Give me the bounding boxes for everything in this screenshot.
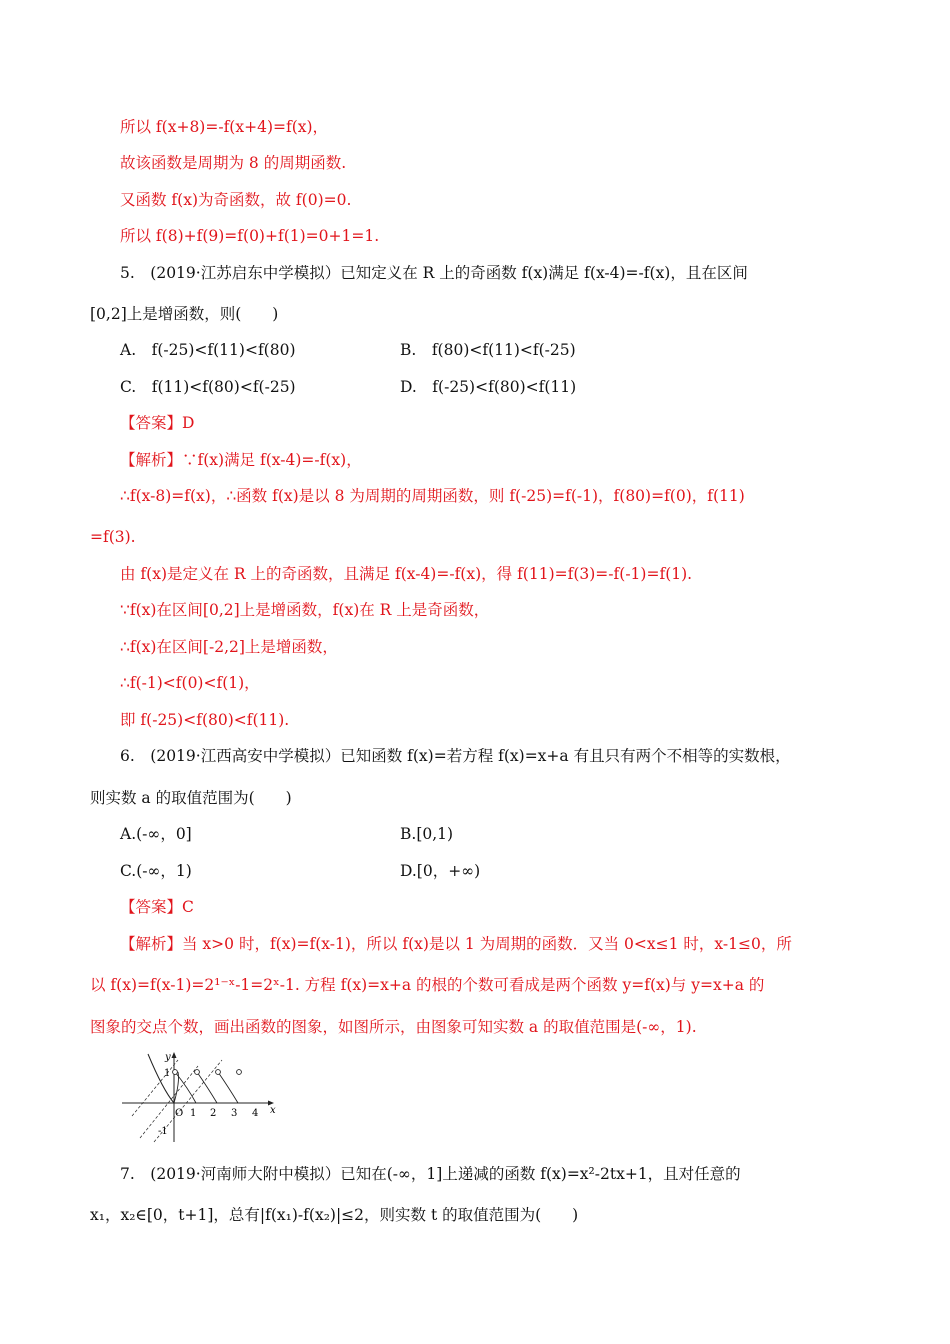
origin-label: O [175,1108,184,1119]
q6-solution-line-2: 以 f(x)=f(x-1)=2¹⁻ˣ-1=2ˣ-1. 方程 f(x)=x+a 的根的个数可看成是两个函数 y=f(x)与 y=x+a 的 [90,976,765,994]
prev-solution-line-1: 所以 f(x+8)=-f(x+4)=f(x)， [120,118,329,136]
curve-period-2 [175,1072,196,1103]
q5-option-a: A. f(-25)<f(11)<f(80) [120,341,296,359]
q6-solution-line-3: 图象的交点个数，画出函数的图象，如图所示，由图象可知实数 a 的取值范围是(-∞，1). [90,1018,697,1036]
q7-stem-line-2: x₁，x₂∈[0，t+1]，总有|f(x₁)-f(x₂)|≤2，则实数 t 的取值范围为( ) [90,1206,579,1224]
q5-option-c: C. f(11)<f(80)<f(-25) [120,378,296,396]
y-axis-arrow [172,1052,177,1058]
open-point-1 [173,1070,178,1075]
prev-solution-line-3: 又函数 f(x)为奇函数，故 f(0)=0. [120,191,352,209]
q5-stem-line-2: [0,2]上是增函数，则( ) [90,305,279,323]
function-graph-figure [118,1050,283,1145]
q5-option-b: B. f(80)<f(11)<f(-25) [400,341,576,359]
prev-solution-line-2: 故该函数是周期为 8 的周期函数. [120,154,347,172]
q5-solution-line-6: ∴f(x)在区间[-2,2]上是增函数， [120,638,338,656]
q5-option-d: D. f(-25)<f(80)<f(11) [400,378,577,396]
y-axis-label: y [165,1052,171,1063]
q6-option-b: B.[0,1) [400,825,454,843]
q6-answer: 【答案】C [120,898,194,916]
q5-solution-line-8: 即 f(-25)<f(80)<f(11). [120,711,290,729]
q5-solution-line-7: ∴f(-1)<f(0)<f(1)， [120,674,260,692]
open-point-4 [237,1070,242,1075]
q6-stem-line-1: 6. (2019·江西高安中学模拟）已知函数 f(x)=若方程 f(x)=x+a 有且只有两个不相等的实数根， [120,747,791,765]
q5-solution-line-1: 【解析】∵f(x)满足 f(x-4)=-f(x)， [120,451,362,469]
open-point-3 [216,1070,221,1075]
q7-stem-line-1: 7. (2019·河南师大附中模拟）已知在(-∞，1]上递减的函数 f(x)=x²-2tx+1，且对任意的 [120,1165,741,1183]
x-tick-label-4: 4 [252,1108,259,1119]
curve-period-1 [174,1072,179,1103]
q5-solution-line-2: ∴f(x-8)=f(x)，∴函数 f(x)是以 8 为周期的周期函数，则 f(-25)=f(-1)，f(80)=f(0)，f(11) [120,487,745,505]
q6-option-c: C.(-∞，1) [120,862,192,880]
q5-solution-line-3: =f(3). [90,528,136,546]
x-tick-label-2: 2 [210,1108,217,1119]
open-point-2 [195,1070,200,1075]
q6-solution-line-1: 【解析】当 x>0 时，f(x)=f(x-1)，所以 f(x)是以 1 为周期的函数．又当 0<x≤1 时，x-1≤0，所 [120,935,792,953]
dashed-line-3 [132,1060,178,1116]
q6-option-d: D.[0，+∞) [400,862,481,880]
q6-stem-line-2: 则实数 a 的取值范围为( ) [90,789,292,807]
curve-period-4 [218,1072,238,1103]
x-axis-label: x [270,1105,276,1116]
curve-period-3 [197,1072,217,1103]
prev-solution-line-4: 所以 f(8)+f(9)=f(0)+f(1)=0+1=1. [120,227,380,245]
y-tick-label-neg: -1 [158,1126,168,1137]
q5-solution-line-4: 由 f(x)是定义在 R 上的奇函数，且满足 f(x-4)=-f(x)，得 f(11)=f(3)=-f(-1)=f(1). [120,565,693,583]
y-tick-label-pos: 1 [164,1068,171,1079]
q5-answer: 【答案】D [120,414,195,432]
q6-option-a: A.(-∞，0] [120,825,192,843]
q5-stem-line-1: 5. (2019·江苏启东中学模拟）已知定义在 R 上的奇函数 f(x)满足 f(x-4)=-f(x)，且在区间 [120,264,748,282]
x-tick-label-3: 3 [231,1108,238,1119]
x-tick-label-1: 1 [190,1108,197,1119]
q5-solution-line-5: ∵f(x)在区间[0,2]上是增函数，f(x)在 R 上是奇函数， [120,601,490,619]
